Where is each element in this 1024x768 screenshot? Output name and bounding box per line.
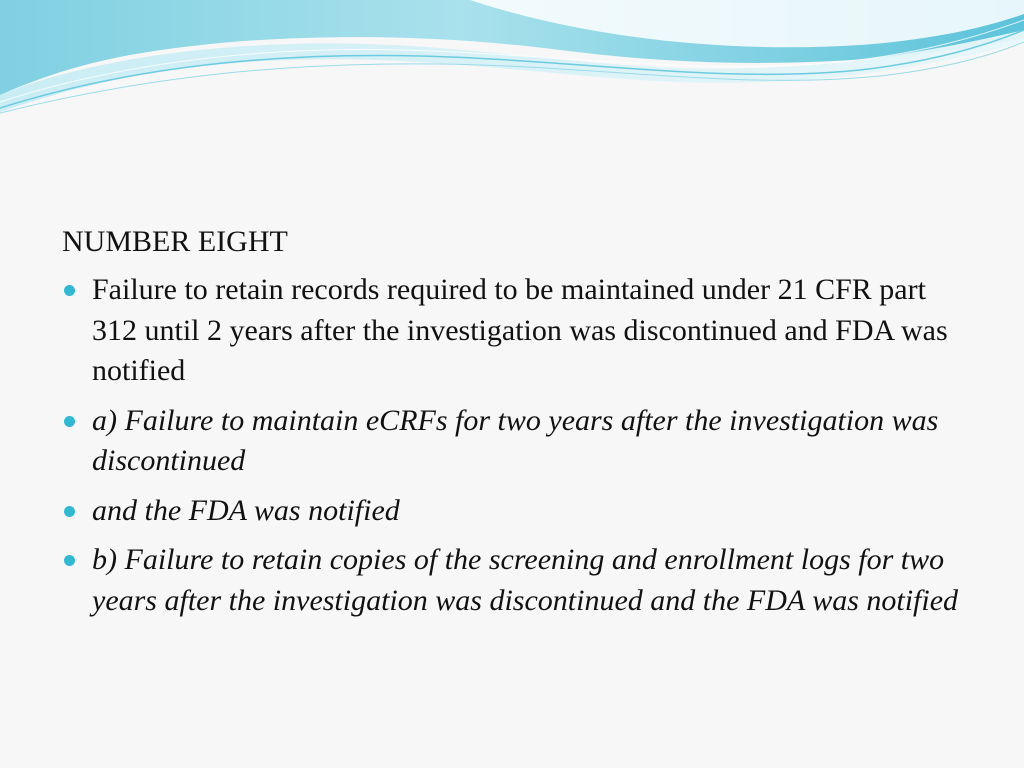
bullet-text: Failure to retain records required to be maintained under 21 CFR part 312 until 2 years after the investigation was discontinued and FDA was notified [92,273,948,387]
bullet-dot-icon [64,416,75,427]
bullet-dot-icon [64,285,75,296]
bullet-text: b) Failure to retain copies of the screening and enrollment logs for two years after the investigation was discontinued and the FDA was notified [92,543,959,617]
bullet-list [62,270,972,621]
slide-content [62,222,972,630]
bullet-dot-icon [64,506,75,517]
bullet-item [62,491,972,532]
decorative-wave-header [0,0,1024,130]
bullet-item [62,401,972,482]
bullet-item [62,270,972,392]
bullet-text: and the FDA was notified [92,493,400,527]
slide-heading: NUMBER EIGHT [62,225,288,258]
bullet-text: a) Failure to maintain eCRFs for two years after the investigation was discontinued [92,403,939,477]
bullet-item [62,540,972,621]
bullet-dot-icon [64,555,75,566]
